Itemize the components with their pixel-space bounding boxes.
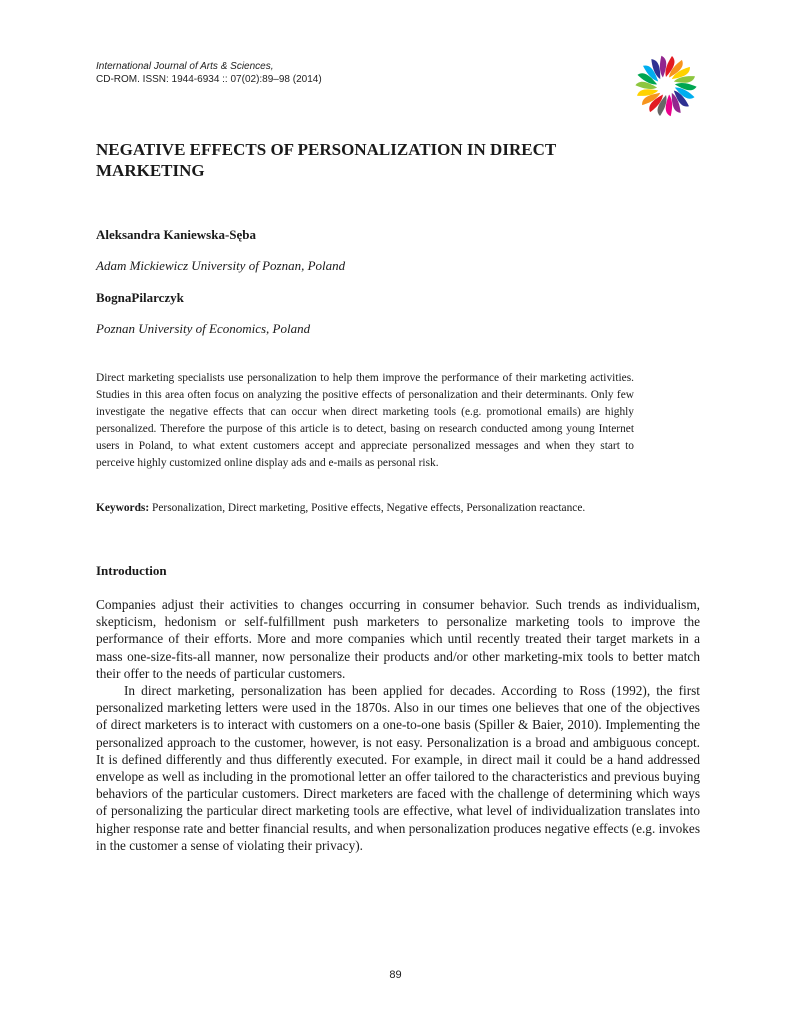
- author-name-1: Aleksandra Kaniewska-Sęba: [96, 227, 256, 242]
- author-affiliation-1: Adam Mickiewicz University of Poznan, Poland: [96, 258, 346, 273]
- section-heading-introduction: Introduction: [96, 563, 167, 578]
- journal-name: International Journal of Arts & Sciences,: [96, 61, 274, 72]
- journal-logo-icon: [631, 53, 701, 117]
- keywords: [96, 500, 634, 517]
- keywords-label: Keywords:: [96, 502, 150, 514]
- abstract: Direct marketing specialists use personalization to help them improve the performance of their marketing activities. Studies in this area often focus on analyzing the positive effects of personalization and their determinants. Only few investigate the negative effects that can occur when direct marketing tools (e.g. promotional emails) are highly personalized. Therefore the purpose of this article is to detect, basing on research conducted among young Internet users in Poland, to what extent customers accept and appreciate personalized messages and when they start to perceive highly customized online display ads and e-mails as personal risk.: [96, 372, 634, 469]
- paper-title: NEGATIVE EFFECTS OF PERSONALIZATION IN DIRECT MARKETING: [96, 140, 556, 180]
- author-name-2: BognaPilarczyk: [96, 290, 184, 305]
- intro-paragraph-2: In direct marketing, personalization has been applied for decades. According to Ross (1992), the first personalized marketing letters were used in the 1870s. Also in our times one believes that one of the objectives of direct marketers is to interact with customers on a one-to-one basis (Spiller & Baier, 2010). Implementing the personalized approach to the customer, however, is not easy. Personalization is a broad and ambiguous concept. It is defined differently and thus differently executed. For example, in direct mail it could be a hand addressed envelope as well as including in the promotional letter an offer tailored to the characteristics and previous buying behaviors of the particular customers. Direct marketers are faced with the challenge of determining which ways of personalizing the particular direct marketing tools are effective, what level of individualization translates into higher response rate and better financial results, and when personalization produces negative effects (e.g. invokes in the customer a sense of violating their privacy).: [96, 683, 700, 853]
- author-affiliation-2: Poznan University of Economics, Poland: [96, 321, 311, 336]
- journal-header: [96, 60, 322, 86]
- journal-issn: CD-ROM. ISSN: 1944-6934 :: 07(02):89–98 (2014): [96, 74, 322, 85]
- page-number: 89: [389, 969, 402, 981]
- intro-paragraph-1: Companies adjust their activities to changes occurring in consumer behavior. Such trends as individualism, skepticism, hedonism or self-fulfillment push marketers to personalize marketing tools to improve the performance of their efforts. More and more companies which until recently treated their target markets in a mass one-size-fits-all manner, now personalize their products and/or other marketing-mix tools to better match their offer to the needs of particular customers.: [96, 597, 700, 681]
- keywords-text: Personalization, Direct marketing, Positive effects, Negative effects, Personalization reactance.: [152, 502, 586, 514]
